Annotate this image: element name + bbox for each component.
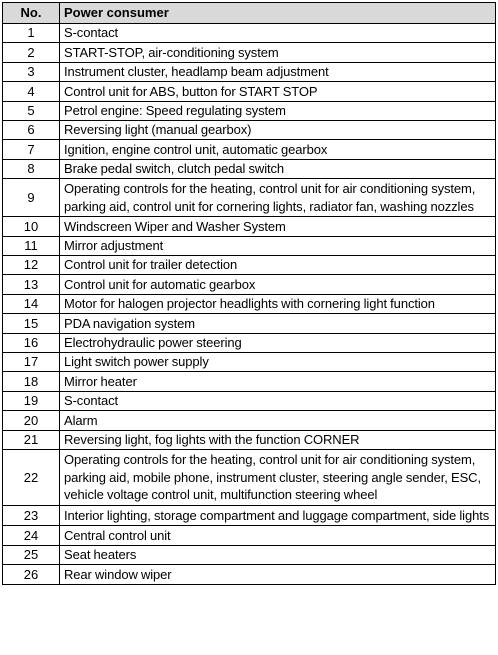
fuse-number-cell: 1 <box>3 24 60 43</box>
fuse-number-cell: 19 <box>3 391 60 410</box>
table-row <box>3 294 496 313</box>
fuse-number-cell: 7 <box>3 140 60 159</box>
table-row <box>3 236 496 255</box>
fuse-number-cell: 10 <box>3 217 60 236</box>
fuse-number-cell: 3 <box>3 62 60 81</box>
table-row <box>3 411 496 430</box>
power-consumer-cell: Windscreen Wiper and Washer System <box>60 217 496 236</box>
power-consumer-cell: Reversing light (manual gearbox) <box>60 120 496 139</box>
fuse-number-cell: 12 <box>3 256 60 275</box>
table-row <box>3 314 496 333</box>
fuse-number-cell: 14 <box>3 294 60 313</box>
table-row <box>3 120 496 139</box>
fuse-number-cell: 20 <box>3 411 60 430</box>
power-consumer-cell: Control unit for ABS, button for START STOP <box>60 82 496 101</box>
table-row <box>3 256 496 275</box>
power-consumer-cell: Control unit for automatic gearbox <box>60 275 496 294</box>
table-row <box>3 526 496 545</box>
table-row <box>3 450 496 506</box>
table-row <box>3 24 496 43</box>
table-row <box>3 391 496 410</box>
fuse-number-cell: 5 <box>3 101 60 120</box>
power-consumer-cell: Light switch power supply <box>60 353 496 372</box>
power-consumer-cell: Ignition, engine control unit, automatic gearbox <box>60 140 496 159</box>
power-consumer-cell: Control unit for trailer detection <box>60 256 496 275</box>
power-consumer-cell: Operating controls for the heating, control unit for air conditioning system, parking aid, control unit for cornering lights, radiator fan, washing nozzles <box>60 179 496 217</box>
power-consumer-cell: Petrol engine: Speed regulating system <box>60 101 496 120</box>
table-row <box>3 140 496 159</box>
fuse-number-cell: 22 <box>3 450 60 506</box>
table-row <box>3 430 496 449</box>
power-consumer-cell: Seat heaters <box>60 545 496 564</box>
power-consumer-cell: Reversing light, fog lights with the function CORNER <box>60 430 496 449</box>
fuse-number-cell: 26 <box>3 565 60 584</box>
table-row <box>3 333 496 352</box>
fuse-number-cell: 25 <box>3 545 60 564</box>
fuse-number-cell: 2 <box>3 43 60 62</box>
table-row <box>3 43 496 62</box>
fuse-number-cell: 16 <box>3 333 60 352</box>
power-consumer-cell: S-contact <box>60 24 496 43</box>
table-row <box>3 82 496 101</box>
column-header-no: No. <box>3 3 60 24</box>
power-consumer-cell: Operating controls for the heating, control unit for air conditioning system, parking aid, mobile phone, instrument cluster, steering angle sender, ESC, vehicle voltage control unit, multifunction steering wheel <box>60 450 496 506</box>
table-row <box>3 179 496 217</box>
power-consumer-cell: Mirror adjustment <box>60 236 496 255</box>
table-row <box>3 101 496 120</box>
fuse-number-cell: 8 <box>3 159 60 178</box>
fuse-number-cell: 9 <box>3 179 60 217</box>
table-body <box>3 24 496 585</box>
power-consumer-cell: S-contact <box>60 391 496 410</box>
fuse-number-cell: 6 <box>3 120 60 139</box>
power-consumer-cell: Motor for halogen projector headlights with cornering light function <box>60 294 496 313</box>
table-row <box>3 372 496 391</box>
table-row <box>3 353 496 372</box>
power-consumer-cell: Instrument cluster, headlamp beam adjustment <box>60 62 496 81</box>
table-row <box>3 217 496 236</box>
power-consumer-cell: Brake pedal switch, clutch pedal switch <box>60 159 496 178</box>
column-header-power-consumer: Power consumer <box>60 3 496 24</box>
fuse-number-cell: 24 <box>3 526 60 545</box>
power-consumer-cell: PDA navigation system <box>60 314 496 333</box>
fuse-number-cell: 15 <box>3 314 60 333</box>
power-consumer-cell: Electrohydraulic power steering <box>60 333 496 352</box>
table-row <box>3 62 496 81</box>
table-row <box>3 565 496 584</box>
fuse-number-cell: 21 <box>3 430 60 449</box>
table-header-row <box>3 3 496 24</box>
fuse-assignment-table <box>2 2 496 585</box>
fuse-number-cell: 4 <box>3 82 60 101</box>
table-row <box>3 545 496 564</box>
table-row <box>3 505 496 526</box>
fuse-number-cell: 23 <box>3 505 60 526</box>
fuse-number-cell: 17 <box>3 353 60 372</box>
power-consumer-cell: Rear window wiper <box>60 565 496 584</box>
table-row <box>3 159 496 178</box>
power-consumer-cell: Mirror heater <box>60 372 496 391</box>
fuse-number-cell: 18 <box>3 372 60 391</box>
power-consumer-cell: Interior lighting, storage compartment and luggage compartment, side lights <box>60 505 496 526</box>
fuse-number-cell: 11 <box>3 236 60 255</box>
table-row <box>3 275 496 294</box>
power-consumer-cell: Alarm <box>60 411 496 430</box>
power-consumer-cell: START-STOP, air-conditioning system <box>60 43 496 62</box>
power-consumer-cell: Central control unit <box>60 526 496 545</box>
fuse-number-cell: 13 <box>3 275 60 294</box>
